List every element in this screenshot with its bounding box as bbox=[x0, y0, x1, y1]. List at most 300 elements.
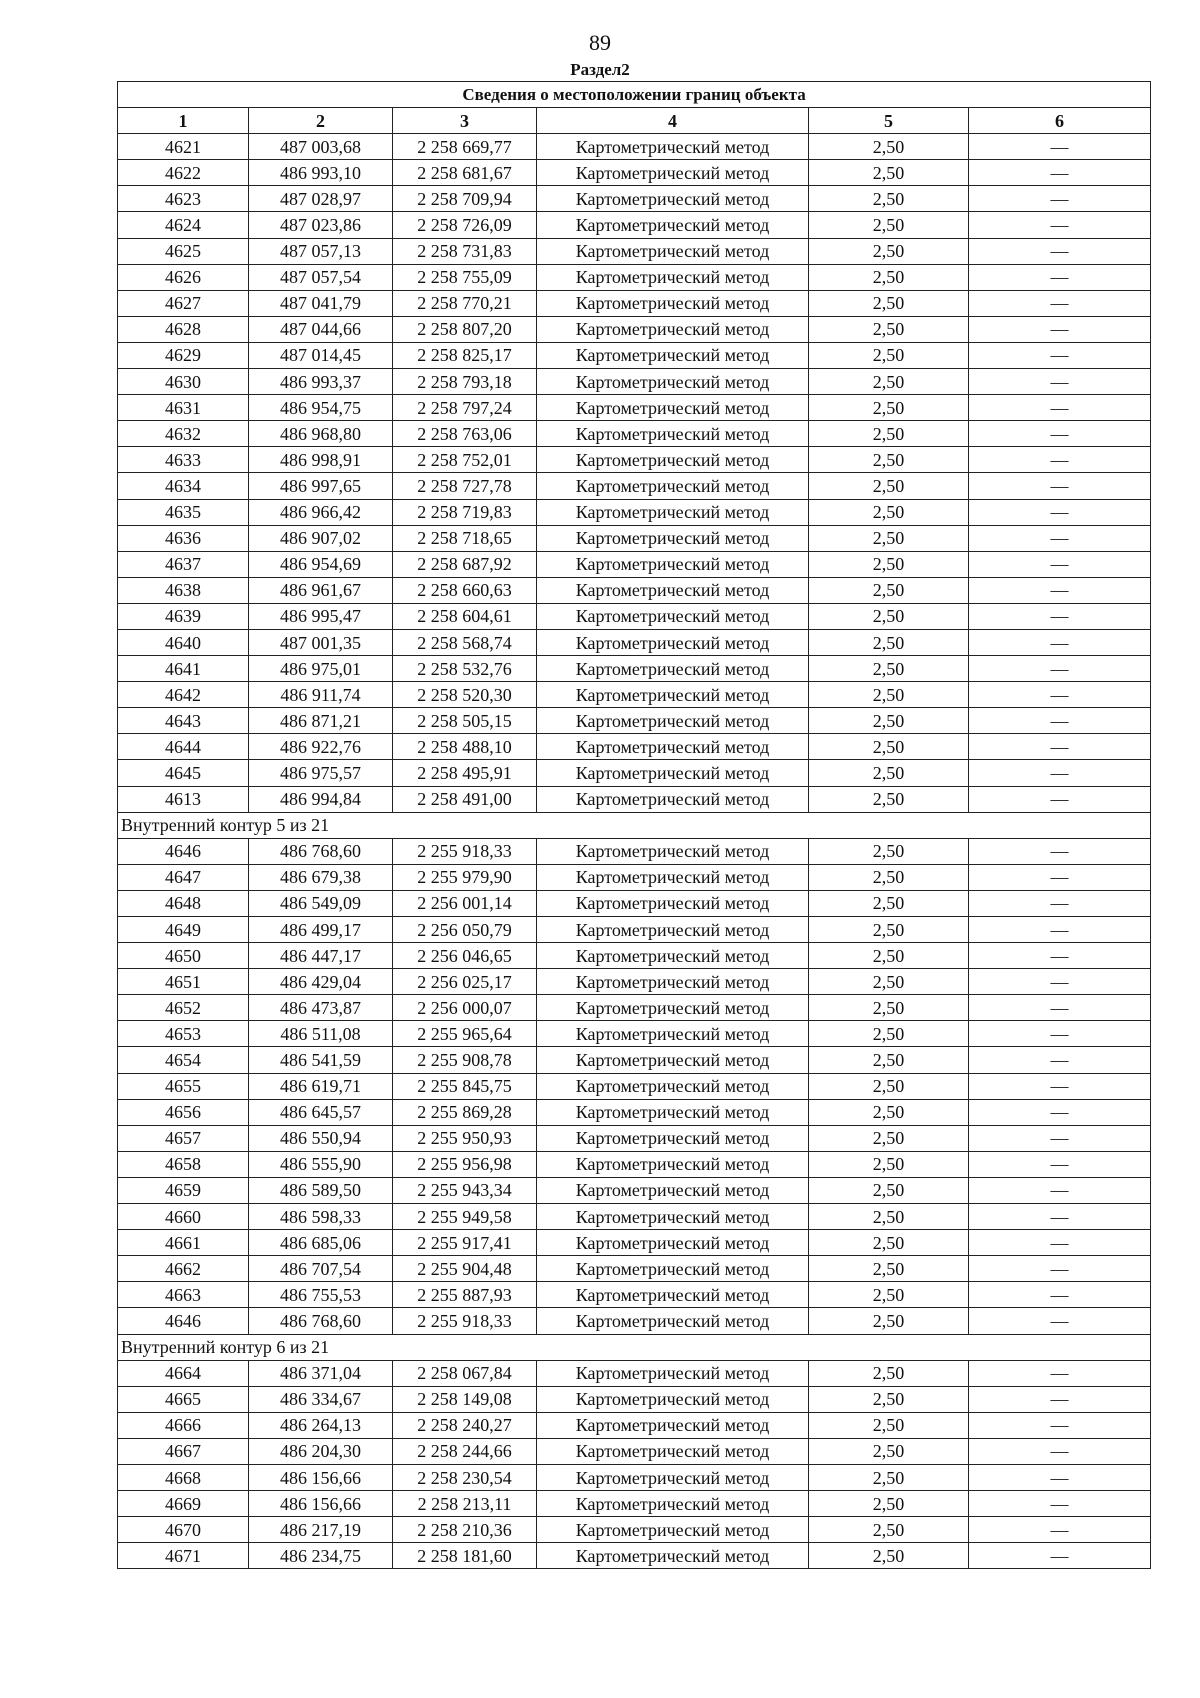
method-cell: Картометрический метод bbox=[537, 1021, 809, 1047]
description-cell: — bbox=[969, 969, 1151, 995]
x-coordinate-cell: 486 598,33 bbox=[249, 1204, 393, 1230]
accuracy-cell: 2,50 bbox=[809, 864, 969, 890]
table-row bbox=[118, 212, 1151, 238]
accuracy-cell: 2,50 bbox=[809, 473, 969, 499]
point-number-cell: 4648 bbox=[118, 890, 249, 916]
method-cell: Картометрический метод bbox=[537, 943, 809, 969]
method-cell: Картометрический метод bbox=[537, 473, 809, 499]
y-coordinate-cell: 2 255 965,64 bbox=[393, 1021, 537, 1047]
x-coordinate-cell: 486 975,57 bbox=[249, 760, 393, 786]
method-cell: Картометрический метод bbox=[537, 1230, 809, 1256]
table-row bbox=[118, 238, 1151, 264]
table-row bbox=[118, 1491, 1151, 1517]
accuracy-cell: 2,50 bbox=[809, 1308, 969, 1334]
method-cell: Картометрический метод bbox=[537, 1491, 809, 1517]
method-cell: Картометрический метод bbox=[537, 734, 809, 760]
description-cell: — bbox=[969, 447, 1151, 473]
description-cell: — bbox=[969, 316, 1151, 342]
x-coordinate-cell: 486 447,17 bbox=[249, 943, 393, 969]
y-coordinate-cell: 2 258 797,24 bbox=[393, 395, 537, 421]
table-row bbox=[118, 1177, 1151, 1203]
contour-label: Внутренний контур 5 из 21 bbox=[118, 812, 1151, 838]
method-cell: Картометрический метод bbox=[537, 656, 809, 682]
table-row bbox=[118, 473, 1151, 499]
method-cell: Картометрический метод bbox=[537, 1125, 809, 1151]
table-row bbox=[118, 864, 1151, 890]
table-row bbox=[118, 760, 1151, 786]
x-coordinate-cell: 486 679,38 bbox=[249, 864, 393, 890]
accuracy-cell: 2,50 bbox=[809, 708, 969, 734]
description-cell: — bbox=[969, 212, 1151, 238]
method-cell: Картометрический метод bbox=[537, 395, 809, 421]
point-number-cell: 4654 bbox=[118, 1047, 249, 1073]
point-number-cell: 4643 bbox=[118, 708, 249, 734]
description-cell: — bbox=[969, 290, 1151, 316]
description-cell: — bbox=[969, 1177, 1151, 1203]
accuracy-cell: 2,50 bbox=[809, 499, 969, 525]
accuracy-cell: 2,50 bbox=[809, 1099, 969, 1125]
method-cell: Картометрический метод bbox=[537, 160, 809, 186]
accuracy-cell: 2,50 bbox=[809, 1204, 969, 1230]
x-coordinate-cell: 486 911,74 bbox=[249, 682, 393, 708]
table-row bbox=[118, 890, 1151, 916]
y-coordinate-cell: 2 255 918,33 bbox=[393, 838, 537, 864]
table-row bbox=[118, 1282, 1151, 1308]
point-number-cell: 4653 bbox=[118, 1021, 249, 1047]
accuracy-cell: 2,50 bbox=[809, 1256, 969, 1282]
x-coordinate-cell: 487 003,68 bbox=[249, 134, 393, 160]
column-header: 1 bbox=[118, 108, 249, 134]
table-row bbox=[118, 786, 1151, 812]
description-cell: — bbox=[969, 395, 1151, 421]
y-coordinate-cell: 2 255 949,58 bbox=[393, 1204, 537, 1230]
accuracy-cell: 2,50 bbox=[809, 1517, 969, 1543]
x-coordinate-cell: 486 755,53 bbox=[249, 1282, 393, 1308]
method-cell: Картометрический метод bbox=[537, 682, 809, 708]
point-number-cell: 4631 bbox=[118, 395, 249, 421]
x-coordinate-cell: 486 549,09 bbox=[249, 890, 393, 916]
accuracy-cell: 2,50 bbox=[809, 186, 969, 212]
accuracy-cell: 2,50 bbox=[809, 629, 969, 655]
method-cell: Картометрический метод bbox=[537, 264, 809, 290]
table-row bbox=[118, 1125, 1151, 1151]
section-title: Раздел2 bbox=[570, 60, 630, 79]
column-header: 6 bbox=[969, 108, 1151, 134]
accuracy-cell: 2,50 bbox=[809, 890, 969, 916]
description-cell: — bbox=[969, 160, 1151, 186]
point-number-cell: 4655 bbox=[118, 1073, 249, 1099]
y-coordinate-cell: 2 258 491,00 bbox=[393, 786, 537, 812]
table-row bbox=[118, 917, 1151, 943]
x-coordinate-cell: 487 014,45 bbox=[249, 342, 393, 368]
point-number-cell: 4613 bbox=[118, 786, 249, 812]
x-coordinate-cell: 486 204,30 bbox=[249, 1438, 393, 1464]
point-number-cell: 4636 bbox=[118, 525, 249, 551]
accuracy-cell: 2,50 bbox=[809, 1125, 969, 1151]
y-coordinate-cell: 2 256 001,14 bbox=[393, 890, 537, 916]
method-cell: Картометрический метод bbox=[537, 316, 809, 342]
method-cell: Картометрический метод bbox=[537, 290, 809, 316]
y-coordinate-cell: 2 258 213,11 bbox=[393, 1491, 537, 1517]
description-cell: — bbox=[969, 421, 1151, 447]
x-coordinate-cell: 487 041,79 bbox=[249, 290, 393, 316]
table-row bbox=[118, 160, 1151, 186]
point-number-cell: 4646 bbox=[118, 1308, 249, 1334]
point-number-cell: 4638 bbox=[118, 577, 249, 603]
method-cell: Картометрический метод bbox=[537, 1099, 809, 1125]
method-cell: Картометрический метод bbox=[537, 1412, 809, 1438]
y-coordinate-cell: 2 255 908,78 bbox=[393, 1047, 537, 1073]
table-row bbox=[118, 264, 1151, 290]
method-cell: Картометрический метод bbox=[537, 1438, 809, 1464]
table-header-row bbox=[118, 108, 1151, 134]
method-cell: Картометрический метод bbox=[537, 1073, 809, 1099]
description-cell: — bbox=[969, 995, 1151, 1021]
x-coordinate-cell: 486 429,04 bbox=[249, 969, 393, 995]
y-coordinate-cell: 2 255 869,28 bbox=[393, 1099, 537, 1125]
x-coordinate-cell: 486 975,01 bbox=[249, 656, 393, 682]
table-row bbox=[118, 1204, 1151, 1230]
y-coordinate-cell: 2 258 807,20 bbox=[393, 316, 537, 342]
point-number-cell: 4645 bbox=[118, 760, 249, 786]
point-number-cell: 4628 bbox=[118, 316, 249, 342]
table-row bbox=[118, 1021, 1151, 1047]
table-row bbox=[118, 1308, 1151, 1334]
x-coordinate-cell: 486 966,42 bbox=[249, 499, 393, 525]
y-coordinate-cell: 2 256 025,17 bbox=[393, 969, 537, 995]
point-number-cell: 4621 bbox=[118, 134, 249, 160]
accuracy-cell: 2,50 bbox=[809, 838, 969, 864]
x-coordinate-cell: 486 954,75 bbox=[249, 395, 393, 421]
accuracy-cell: 2,50 bbox=[809, 342, 969, 368]
x-coordinate-cell: 486 217,19 bbox=[249, 1517, 393, 1543]
y-coordinate-cell: 2 255 943,34 bbox=[393, 1177, 537, 1203]
accuracy-cell: 2,50 bbox=[809, 1073, 969, 1099]
x-coordinate-cell: 486 954,69 bbox=[249, 551, 393, 577]
point-number-cell: 4626 bbox=[118, 264, 249, 290]
description-cell: — bbox=[969, 264, 1151, 290]
point-number-cell: 4658 bbox=[118, 1151, 249, 1177]
table-row bbox=[118, 603, 1151, 629]
point-number-cell: 4667 bbox=[118, 1438, 249, 1464]
point-number-cell: 4629 bbox=[118, 342, 249, 368]
table-row bbox=[118, 290, 1151, 316]
description-cell: — bbox=[969, 1125, 1151, 1151]
table-row bbox=[118, 734, 1151, 760]
description-cell: — bbox=[969, 838, 1151, 864]
table-row bbox=[118, 1099, 1151, 1125]
table-row bbox=[118, 682, 1151, 708]
description-cell: — bbox=[969, 1412, 1151, 1438]
y-coordinate-cell: 2 255 887,93 bbox=[393, 1282, 537, 1308]
method-cell: Картометрический метод bbox=[537, 917, 809, 943]
y-coordinate-cell: 2 258 604,61 bbox=[393, 603, 537, 629]
accuracy-cell: 2,50 bbox=[809, 786, 969, 812]
table-body bbox=[118, 82, 1151, 1569]
accuracy-cell: 2,50 bbox=[809, 238, 969, 264]
y-coordinate-cell: 2 258 669,77 bbox=[393, 134, 537, 160]
method-cell: Картометрический метод bbox=[537, 238, 809, 264]
method-cell: Картометрический метод bbox=[537, 499, 809, 525]
contour-label: Внутренний контур 6 из 21 bbox=[118, 1334, 1151, 1360]
table-row bbox=[118, 969, 1151, 995]
accuracy-cell: 2,50 bbox=[809, 1047, 969, 1073]
table-row bbox=[118, 1386, 1151, 1412]
y-coordinate-cell: 2 258 755,09 bbox=[393, 264, 537, 290]
point-number-cell: 4633 bbox=[118, 447, 249, 473]
table-row bbox=[118, 943, 1151, 969]
method-cell: Картометрический метод bbox=[537, 342, 809, 368]
table-row bbox=[118, 1412, 1151, 1438]
description-cell: — bbox=[969, 1517, 1151, 1543]
y-coordinate-cell: 2 258 488,10 bbox=[393, 734, 537, 760]
table-row bbox=[118, 395, 1151, 421]
table-row bbox=[118, 838, 1151, 864]
y-coordinate-cell: 2 258 727,78 bbox=[393, 473, 537, 499]
table-row bbox=[118, 525, 1151, 551]
description-cell: — bbox=[969, 1047, 1151, 1073]
method-cell: Картометрический метод bbox=[537, 760, 809, 786]
x-coordinate-cell: 486 993,37 bbox=[249, 369, 393, 395]
point-number-cell: 4649 bbox=[118, 917, 249, 943]
description-cell: — bbox=[969, 238, 1151, 264]
y-coordinate-cell: 2 258 181,60 bbox=[393, 1543, 537, 1569]
y-coordinate-cell: 2 258 793,18 bbox=[393, 369, 537, 395]
method-cell: Картометрический метод bbox=[537, 1360, 809, 1386]
description-cell: — bbox=[969, 1386, 1151, 1412]
point-number-cell: 4632 bbox=[118, 421, 249, 447]
description-cell: — bbox=[969, 134, 1151, 160]
accuracy-cell: 2,50 bbox=[809, 577, 969, 603]
x-coordinate-cell: 486 589,50 bbox=[249, 1177, 393, 1203]
description-cell: — bbox=[969, 499, 1151, 525]
column-header: 5 bbox=[809, 108, 969, 134]
accuracy-cell: 2,50 bbox=[809, 1464, 969, 1490]
description-cell: — bbox=[969, 369, 1151, 395]
accuracy-cell: 2,50 bbox=[809, 421, 969, 447]
method-cell: Картометрический метод bbox=[537, 1047, 809, 1073]
y-coordinate-cell: 2 258 718,65 bbox=[393, 525, 537, 551]
method-cell: Картометрический метод bbox=[537, 1151, 809, 1177]
point-number-cell: 4642 bbox=[118, 682, 249, 708]
x-coordinate-cell: 486 922,76 bbox=[249, 734, 393, 760]
y-coordinate-cell: 2 258 149,08 bbox=[393, 1386, 537, 1412]
y-coordinate-cell: 2 258 681,67 bbox=[393, 160, 537, 186]
accuracy-cell: 2,50 bbox=[809, 1543, 969, 1569]
method-cell: Картометрический метод bbox=[537, 212, 809, 238]
x-coordinate-cell: 486 768,60 bbox=[249, 838, 393, 864]
description-cell: — bbox=[969, 186, 1151, 212]
method-cell: Картометрический метод bbox=[537, 1204, 809, 1230]
accuracy-cell: 2,50 bbox=[809, 1282, 969, 1308]
y-coordinate-cell: 2 258 230,54 bbox=[393, 1464, 537, 1490]
description-cell: — bbox=[969, 890, 1151, 916]
accuracy-cell: 2,50 bbox=[809, 160, 969, 186]
x-coordinate-cell: 486 541,59 bbox=[249, 1047, 393, 1073]
description-cell: — bbox=[969, 734, 1151, 760]
y-coordinate-cell: 2 258 532,76 bbox=[393, 656, 537, 682]
table-row bbox=[118, 369, 1151, 395]
method-cell: Картометрический метод bbox=[537, 708, 809, 734]
point-number-cell: 4641 bbox=[118, 656, 249, 682]
y-coordinate-cell: 2 258 770,21 bbox=[393, 290, 537, 316]
x-coordinate-cell: 486 998,91 bbox=[249, 447, 393, 473]
accuracy-cell: 2,50 bbox=[809, 1491, 969, 1517]
y-coordinate-cell: 2 258 660,63 bbox=[393, 577, 537, 603]
accuracy-cell: 2,50 bbox=[809, 917, 969, 943]
method-cell: Картометрический метод bbox=[537, 603, 809, 629]
contour-header-row bbox=[118, 1334, 1151, 1360]
point-number-cell: 4652 bbox=[118, 995, 249, 1021]
method-cell: Картометрический метод bbox=[537, 1464, 809, 1490]
description-cell: — bbox=[969, 1204, 1151, 1230]
y-coordinate-cell: 2 258 752,01 bbox=[393, 447, 537, 473]
x-coordinate-cell: 487 057,13 bbox=[249, 238, 393, 264]
description-cell: — bbox=[969, 1099, 1151, 1125]
table-row bbox=[118, 1073, 1151, 1099]
point-number-cell: 4635 bbox=[118, 499, 249, 525]
point-number-cell: 4622 bbox=[118, 160, 249, 186]
method-cell: Картометрический метод bbox=[537, 1177, 809, 1203]
table-row bbox=[118, 316, 1151, 342]
description-cell: — bbox=[969, 917, 1151, 943]
description-cell: — bbox=[969, 786, 1151, 812]
table-row bbox=[118, 1230, 1151, 1256]
y-coordinate-cell: 2 258 505,15 bbox=[393, 708, 537, 734]
table-row bbox=[118, 134, 1151, 160]
boundary-coordinates-table bbox=[117, 81, 1151, 1569]
description-cell: — bbox=[969, 629, 1151, 655]
y-coordinate-cell: 2 258 240,27 bbox=[393, 1412, 537, 1438]
accuracy-cell: 2,50 bbox=[809, 760, 969, 786]
accuracy-cell: 2,50 bbox=[809, 656, 969, 682]
description-cell: — bbox=[969, 682, 1151, 708]
description-cell: — bbox=[969, 1360, 1151, 1386]
accuracy-cell: 2,50 bbox=[809, 369, 969, 395]
accuracy-cell: 2,50 bbox=[809, 1177, 969, 1203]
description-cell: — bbox=[969, 577, 1151, 603]
accuracy-cell: 2,50 bbox=[809, 603, 969, 629]
y-coordinate-cell: 2 258 067,84 bbox=[393, 1360, 537, 1386]
table-row bbox=[118, 1151, 1151, 1177]
point-number-cell: 4630 bbox=[118, 369, 249, 395]
x-coordinate-cell: 486 550,94 bbox=[249, 1125, 393, 1151]
x-coordinate-cell: 486 871,21 bbox=[249, 708, 393, 734]
table-row bbox=[118, 186, 1151, 212]
table-row bbox=[118, 1360, 1151, 1386]
table-row bbox=[118, 447, 1151, 473]
accuracy-cell: 2,50 bbox=[809, 551, 969, 577]
method-cell: Картометрический метод bbox=[537, 995, 809, 1021]
accuracy-cell: 2,50 bbox=[809, 212, 969, 238]
table-row bbox=[118, 342, 1151, 368]
point-number-cell: 4623 bbox=[118, 186, 249, 212]
contour-header-row bbox=[118, 812, 1151, 838]
description-cell: — bbox=[969, 342, 1151, 368]
point-number-cell: 4665 bbox=[118, 1386, 249, 1412]
accuracy-cell: 2,50 bbox=[809, 290, 969, 316]
y-coordinate-cell: 2 255 918,33 bbox=[393, 1308, 537, 1334]
description-cell: — bbox=[969, 1282, 1151, 1308]
point-number-cell: 4646 bbox=[118, 838, 249, 864]
accuracy-cell: 2,50 bbox=[809, 1151, 969, 1177]
method-cell: Картометрический метод bbox=[537, 1308, 809, 1334]
y-coordinate-cell: 2 255 950,93 bbox=[393, 1125, 537, 1151]
table-row bbox=[118, 1543, 1151, 1569]
description-cell: — bbox=[969, 1464, 1151, 1490]
x-coordinate-cell: 486 961,67 bbox=[249, 577, 393, 603]
point-number-cell: 4651 bbox=[118, 969, 249, 995]
description-cell: — bbox=[969, 1438, 1151, 1464]
accuracy-cell: 2,50 bbox=[809, 969, 969, 995]
x-coordinate-cell: 486 645,57 bbox=[249, 1099, 393, 1125]
accuracy-cell: 2,50 bbox=[809, 943, 969, 969]
point-number-cell: 4670 bbox=[118, 1517, 249, 1543]
y-coordinate-cell: 2 258 763,06 bbox=[393, 421, 537, 447]
method-cell: Картометрический метод bbox=[537, 1386, 809, 1412]
accuracy-cell: 2,50 bbox=[809, 1360, 969, 1386]
table-row bbox=[118, 551, 1151, 577]
description-cell: — bbox=[969, 1308, 1151, 1334]
y-coordinate-cell: 2 258 495,91 bbox=[393, 760, 537, 786]
x-coordinate-cell: 486 499,17 bbox=[249, 917, 393, 943]
y-coordinate-cell: 2 255 979,90 bbox=[393, 864, 537, 890]
accuracy-cell: 2,50 bbox=[809, 995, 969, 1021]
y-coordinate-cell: 2 258 825,17 bbox=[393, 342, 537, 368]
description-cell: — bbox=[969, 551, 1151, 577]
point-number-cell: 4659 bbox=[118, 1177, 249, 1203]
method-cell: Картометрический метод bbox=[537, 134, 809, 160]
column-header: 3 bbox=[393, 108, 537, 134]
method-cell: Картометрический метод bbox=[537, 421, 809, 447]
x-coordinate-cell: 486 968,80 bbox=[249, 421, 393, 447]
x-coordinate-cell: 486 995,47 bbox=[249, 603, 393, 629]
y-coordinate-cell: 2 255 917,41 bbox=[393, 1230, 537, 1256]
point-number-cell: 4660 bbox=[118, 1204, 249, 1230]
x-coordinate-cell: 486 707,54 bbox=[249, 1256, 393, 1282]
description-cell: — bbox=[969, 760, 1151, 786]
x-coordinate-cell: 487 001,35 bbox=[249, 629, 393, 655]
point-number-cell: 4666 bbox=[118, 1412, 249, 1438]
accuracy-cell: 2,50 bbox=[809, 316, 969, 342]
x-coordinate-cell: 486 234,75 bbox=[249, 1543, 393, 1569]
point-number-cell: 4669 bbox=[118, 1491, 249, 1517]
y-coordinate-cell: 2 256 050,79 bbox=[393, 917, 537, 943]
y-coordinate-cell: 2 258 709,94 bbox=[393, 186, 537, 212]
table-row bbox=[118, 499, 1151, 525]
y-coordinate-cell: 2 258 244,66 bbox=[393, 1438, 537, 1464]
y-coordinate-cell: 2 255 904,48 bbox=[393, 1256, 537, 1282]
point-number-cell: 4634 bbox=[118, 473, 249, 499]
point-number-cell: 4671 bbox=[118, 1543, 249, 1569]
description-cell: — bbox=[969, 656, 1151, 682]
description-cell: — bbox=[969, 603, 1151, 629]
y-coordinate-cell: 2 258 687,92 bbox=[393, 551, 537, 577]
method-cell: Картометрический метод bbox=[537, 1282, 809, 1308]
y-coordinate-cell: 2 258 726,09 bbox=[393, 212, 537, 238]
description-cell: — bbox=[969, 1021, 1151, 1047]
x-coordinate-cell: 486 993,10 bbox=[249, 160, 393, 186]
description-cell: — bbox=[969, 1491, 1151, 1517]
y-coordinate-cell: 2 255 956,98 bbox=[393, 1151, 537, 1177]
column-header: 4 bbox=[537, 108, 809, 134]
description-cell: — bbox=[969, 1230, 1151, 1256]
point-number-cell: 4639 bbox=[118, 603, 249, 629]
point-number-cell: 4663 bbox=[118, 1282, 249, 1308]
method-cell: Картометрический метод bbox=[537, 838, 809, 864]
table-title-row bbox=[118, 82, 1151, 108]
accuracy-cell: 2,50 bbox=[809, 1230, 969, 1256]
